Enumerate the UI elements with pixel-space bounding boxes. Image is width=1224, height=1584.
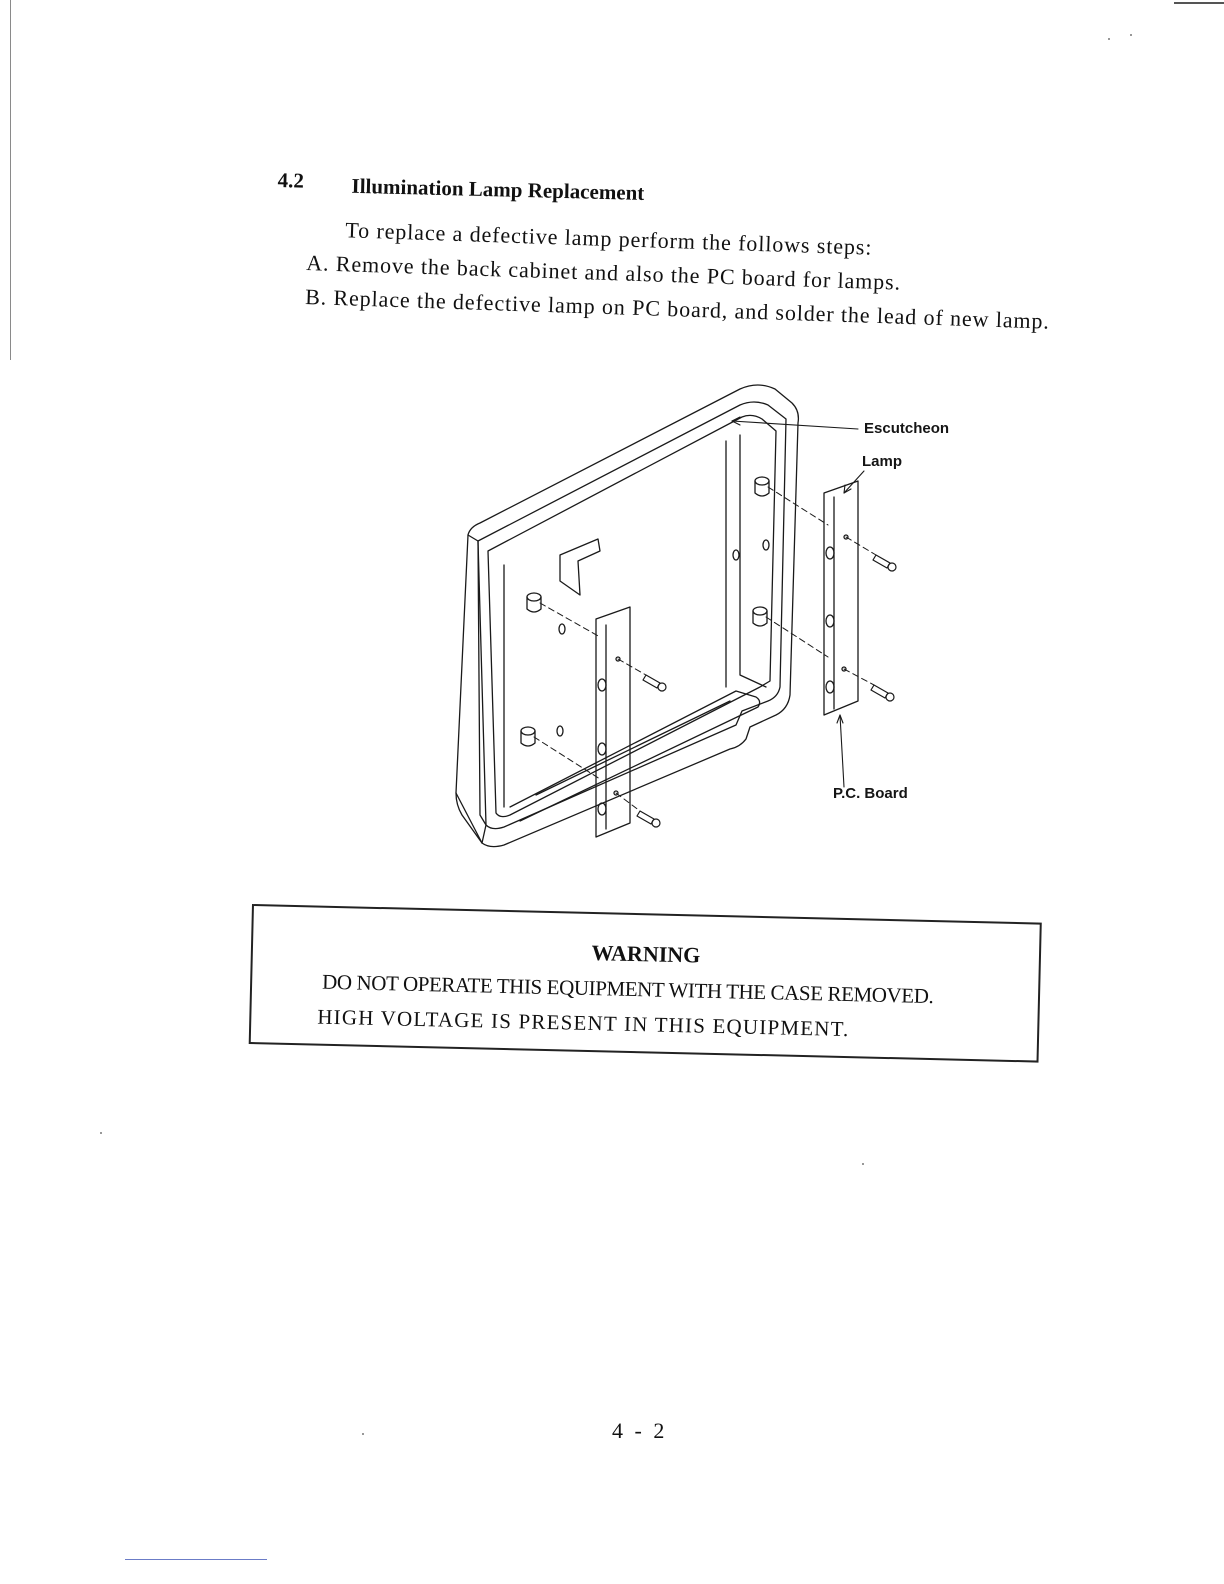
lamp-replacement-diagram: [440, 375, 1000, 855]
scan-speck: [1108, 38, 1110, 40]
escutcheon-label: Escutcheon: [864, 420, 950, 437]
section-heading: [277, 168, 698, 218]
warning-box: [249, 904, 1042, 1063]
escutcheon-front-edge: [456, 793, 482, 843]
escutcheon-outer: [456, 385, 798, 847]
warning-line-1: DO NOT OPERATE THIS EQUIPMENT WITH THE CASE REMOVED.: [321, 969, 934, 1009]
step-a: A. Remove the back cabinet and also the PC board for lamps.: [305, 249, 902, 295]
inner-wall: [740, 435, 766, 687]
assembly-lines: [534, 487, 876, 811]
lamp-label: Lamp: [862, 453, 903, 470]
escutcheon-inner-rim: [488, 415, 776, 816]
right-posts: [733, 477, 769, 626]
warning-title: WARNING: [591, 940, 701, 968]
instructions: [305, 212, 1088, 340]
leader-lines: [732, 417, 864, 787]
section-number: 4.2: [277, 168, 305, 193]
scan-speck: [862, 1163, 864, 1165]
scan-speck: [1130, 34, 1132, 36]
inner-floor-edge: [510, 691, 760, 821]
scan-speck: [100, 1132, 102, 1134]
scan-bottom-mark: [125, 1559, 267, 1560]
left-posts: [521, 593, 565, 746]
right-pc-board: [824, 481, 858, 715]
section-title: Illumination Lamp Replacement: [351, 173, 645, 205]
pc-board-label: P.C. Board: [833, 785, 908, 802]
step-b: B. Replace the defective lamp on PC board, and solder the lead of new lamp.: [304, 283, 1051, 334]
intro-text: To replace a defective lamp perform the follows steps:: [345, 217, 873, 260]
scan-left-edge: [10, 0, 11, 360]
bracket: [560, 539, 600, 595]
scan-speck: [362, 1433, 364, 1435]
page-number: 4 - 2: [612, 1418, 668, 1443]
escutcheon-side-wall: [468, 535, 486, 843]
scan-top-edge: [1174, 2, 1224, 4]
inner-floor-edge: [536, 701, 730, 795]
warning-line-2: HIGH VOLTAGE IS PRESENT IN THIS EQUIPMENT.: [317, 1004, 850, 1042]
exploded-view-drawing: [440, 375, 1000, 855]
left-pc-board: [596, 607, 630, 837]
